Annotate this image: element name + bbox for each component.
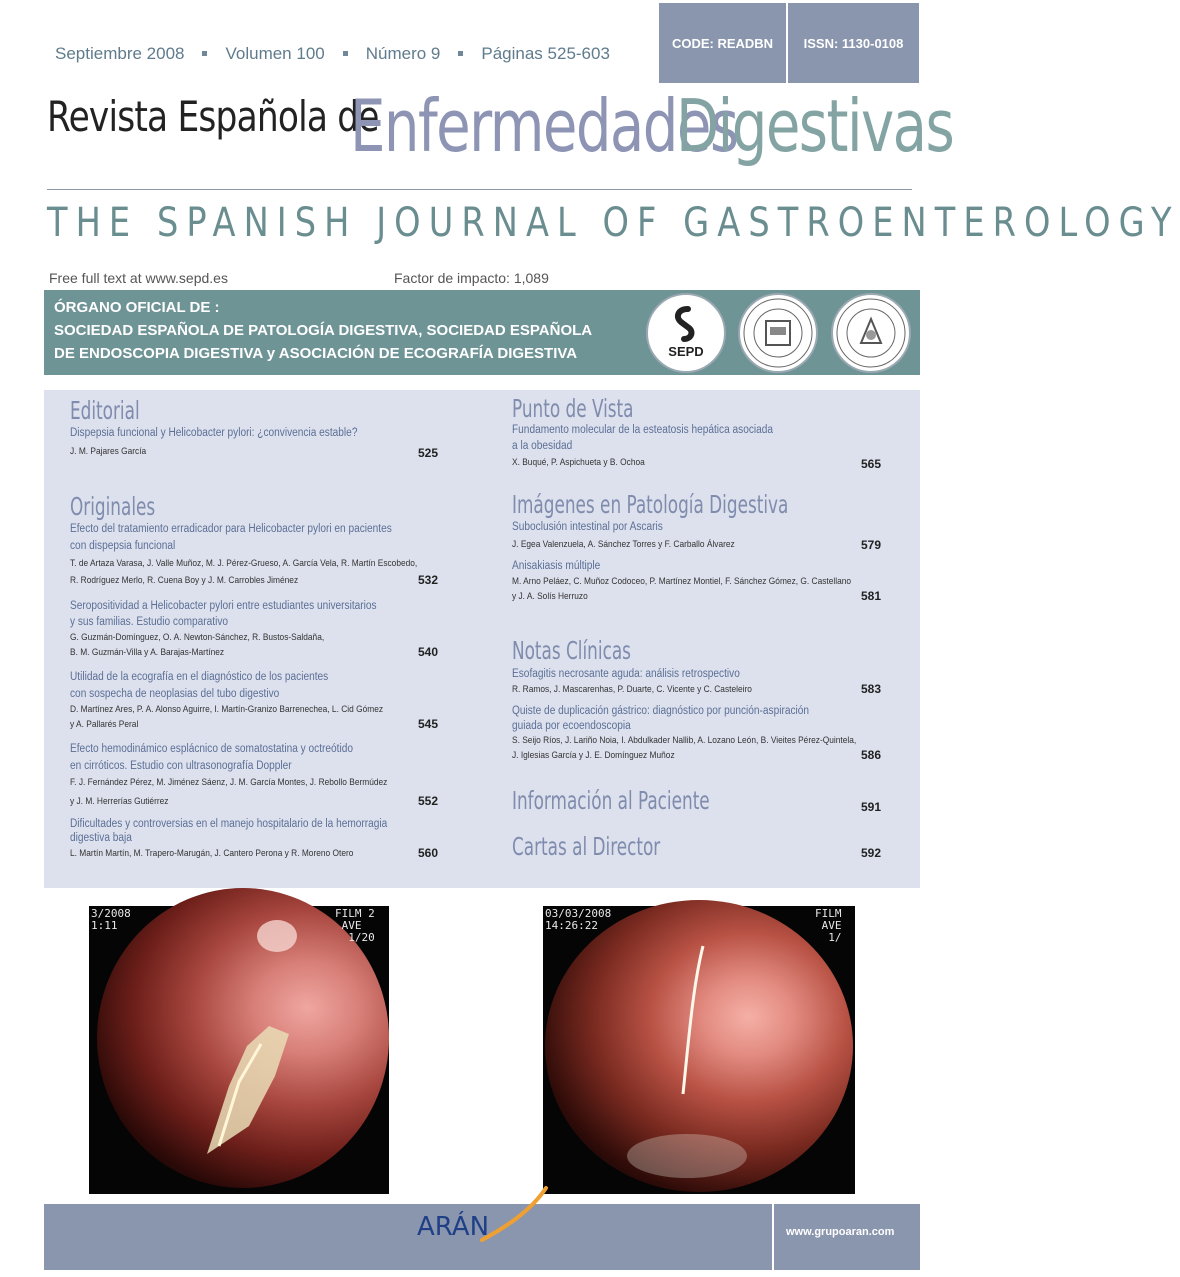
article-authors: J. M. Pajares García: [70, 446, 147, 457]
organ-line3: DE ENDOSCOPIA DIGESTIVA y ASOCIACIÓN DE ECOGRAFÍA DIGESTIVA: [54, 345, 578, 362]
endoscopy-society-seal: [738, 293, 818, 373]
article-page: 579: [861, 538, 882, 552]
article-title[interactable]: Seropositividad a Helicobacter pylori entre estudiantes universitarios: [70, 600, 377, 612]
section-cartas-director: Cartas al Director: [512, 832, 661, 861]
article-title[interactable]: Efecto del tratamiento erradicador para Helicobacter pylori en pacientes: [70, 523, 392, 535]
issue-pages: Páginas 525-603: [481, 44, 610, 63]
article-page: 583: [861, 682, 882, 696]
impact-factor: Factor de impacto: 1,089: [394, 270, 549, 286]
section-informacion-paciente: Información al Paciente: [512, 786, 710, 815]
code-box: CODE: READBN: [659, 3, 786, 83]
osd-timestamp: 03/03/2008 14:26:22: [545, 907, 612, 932]
article-authors: X. Buqué, P. Aspichueta y B. Ochoa: [512, 457, 645, 468]
article-title-cont[interactable]: con sospecha de neoplasias del tubo digestivo: [70, 688, 280, 700]
article-page: 592: [861, 846, 882, 860]
footer-divider: [772, 1204, 774, 1270]
article-page: 560: [418, 846, 439, 860]
article-page: 540: [418, 645, 439, 659]
article-page: 525: [418, 446, 439, 460]
article-authors: T. de Artaza Varasa, J. Valle Muñoz, M. J. Pérez-Grueso, A. García Vela, R. Martín Escobedo,: [70, 558, 418, 569]
article-page: 552: [418, 794, 439, 808]
article-title[interactable]: Dispepsia funcional y Helicobacter pylori: ¿convivencia estable?: [70, 427, 358, 439]
free-full-text: Free full text at www.sepd.es: [49, 270, 228, 286]
article-authors-cont: y J. M. Herrerías Gutiérrez: [70, 796, 169, 807]
article-title-cont[interactable]: guiada por ecoendoscopia: [512, 720, 631, 732]
article-authors-cont: y A. Pallarés Peral: [70, 719, 139, 730]
sepd-seal: [646, 293, 726, 373]
article-page: 545: [418, 717, 439, 731]
section-originales: Originales: [70, 492, 156, 521]
article-authors: S. Seijo Ríos, J. Lariño Noia, I. Abdulkader Nallib, A. Lozano León, B. Vieites Pérez-Quintela,: [512, 735, 857, 746]
osd-film-info: FILM 2 AVE 1/20: [335, 907, 375, 944]
article-title-cont[interactable]: en cirróticos. Estudio con ultrasonografía Doppler: [70, 760, 292, 772]
organ-line2: SOCIEDAD ESPAÑOLA DE PATOLOGÍA DIGESTIVA, SOCIEDAD ESPAÑOLA: [54, 322, 593, 339]
article-authors-cont: R. Rodríguez Merlo, R. Cuena Boy y J. M. Carrobles Jiménez: [70, 575, 299, 586]
article-authors: D. Martínez Ares, P. A. Alonso Aguirre, I. Martín-Granizo Barrenechea, L. Cid Gómez: [70, 704, 384, 715]
article-title-cont[interactable]: con dispepsia funcional: [70, 540, 176, 552]
endoscopy-image-right: [543, 906, 855, 1194]
masthead-part1: Revista Española de: [47, 92, 379, 141]
separator-dot: [458, 51, 463, 56]
organ-line1: ÓRGANO OFICIAL DE :: [54, 299, 220, 316]
endoscopy-image-left: [89, 906, 389, 1194]
publisher-logo: ARÁN: [417, 1212, 490, 1242]
article-authors: L. Martín Martín, M. Trapero-Marugán, J. Cantero Perona y R. Moreno Otero: [70, 848, 354, 859]
osd-timestamp: 3/2008 1:11: [91, 907, 131, 932]
issn-box: ISSN: 1130-0108: [788, 3, 919, 83]
article-authors: M. Arno Peláez, C. Muñoz Codoceo, P. Martínez Montiel, F. Sánchez Gómez, G. Castellano: [512, 576, 852, 587]
parasite-illustration: [543, 906, 855, 1194]
article-page: 532: [418, 573, 439, 587]
article-authors-cont: y J. A. Solís Herruzo: [512, 591, 588, 602]
article-authors: R. Ramos, J. Mascarenhas, P. Duarte, C. Vicente y C. Casteleiro: [512, 684, 752, 695]
article-authors: F. J. Fernández Pérez, M. Jiménez Sáenz, J. M. García Montes, J. Rebollo Bermúdez: [70, 777, 388, 788]
issue-volume: Volumen 100: [225, 44, 325, 63]
article-title-cont[interactable]: a la obesidad: [512, 440, 573, 452]
article-authors: J. Egea Valenzuela, A. Sánchez Torres y F. Carballo Álvarez: [512, 539, 735, 550]
article-title-cont[interactable]: digestiva baja: [70, 832, 132, 844]
article-page: 586: [861, 748, 882, 762]
section-punto-de-vista: Punto de Vista: [512, 394, 634, 423]
article-authors-cont: J. Iglesias García y J. E. Domínguez Muñoz: [512, 750, 675, 761]
article-authors: G. Guzmán-Domínguez, O. A. Newton-Sánchez, R. Bustos-Saldaña,: [70, 632, 325, 643]
svg-text:SEPD: SEPD: [668, 344, 704, 359]
article-title[interactable]: Dificultades y controversias en el manejo hospitalario de la hemorragia: [70, 818, 388, 830]
section-notas-clinicas: Notas Clínicas: [512, 636, 631, 665]
issue-number: Número 9: [365, 44, 441, 63]
article-title[interactable]: Anisakiasis múltiple: [512, 560, 601, 572]
sepd-logo-icon: [648, 295, 724, 371]
issue-date: Septiembre 2008: [55, 44, 185, 63]
publisher-footer: [44, 1204, 920, 1270]
section-imagenes: Imágenes en Patología Digestiva: [512, 490, 789, 519]
masthead-part3: Digestivas: [676, 84, 954, 168]
ecography-association-seal: [831, 293, 911, 373]
journal-subtitle: THE SPANISH JOURNAL OF GASTROENTEROLOGY: [47, 200, 1180, 246]
article-title[interactable]: Efecto hemodinámico esplácnico de somatostatina y octreótido: [70, 743, 353, 755]
publisher-url[interactable]: www.grupoaran.com: [786, 1226, 895, 1238]
section-editorial: Editorial: [70, 396, 140, 425]
foreign-body-illustration: [89, 906, 389, 1194]
separator-dot: [202, 51, 207, 56]
article-title[interactable]: Suboclusión intestinal por Ascaris: [512, 521, 663, 533]
masthead-rule: [47, 189, 912, 190]
article-page: 591: [861, 800, 882, 814]
separator-dot: [343, 51, 348, 56]
issue-info-line: [55, 44, 610, 64]
masthead-part2: Enfermedades: [350, 84, 738, 168]
article-authors-cont: B. M. Guzmán-Villa y A. Barajas-Martínez: [70, 647, 225, 658]
article-title-cont[interactable]: y sus familias. Estudio comparativo: [70, 616, 229, 628]
endoscopy-seal-icon: [740, 295, 816, 371]
article-title[interactable]: Esofagitis necrosante aguda: análisis retrospectivo: [512, 668, 740, 680]
article-page: 581: [861, 589, 882, 603]
article-page: 565: [861, 457, 882, 471]
official-organ-banner: [44, 290, 920, 375]
ecography-seal-icon: [833, 295, 909, 371]
article-title[interactable]: Utilidad de la ecografía en el diagnóstico de los pacientes: [70, 671, 329, 683]
osd-film-info: FILM AVE 1/: [815, 907, 842, 944]
table-of-contents: [44, 390, 920, 888]
article-title[interactable]: Quiste de duplicación gástrico: diagnóstico por punción-aspiración: [512, 705, 810, 717]
article-title[interactable]: Fundamento molecular de la esteatosis hepática asociada: [512, 424, 774, 436]
